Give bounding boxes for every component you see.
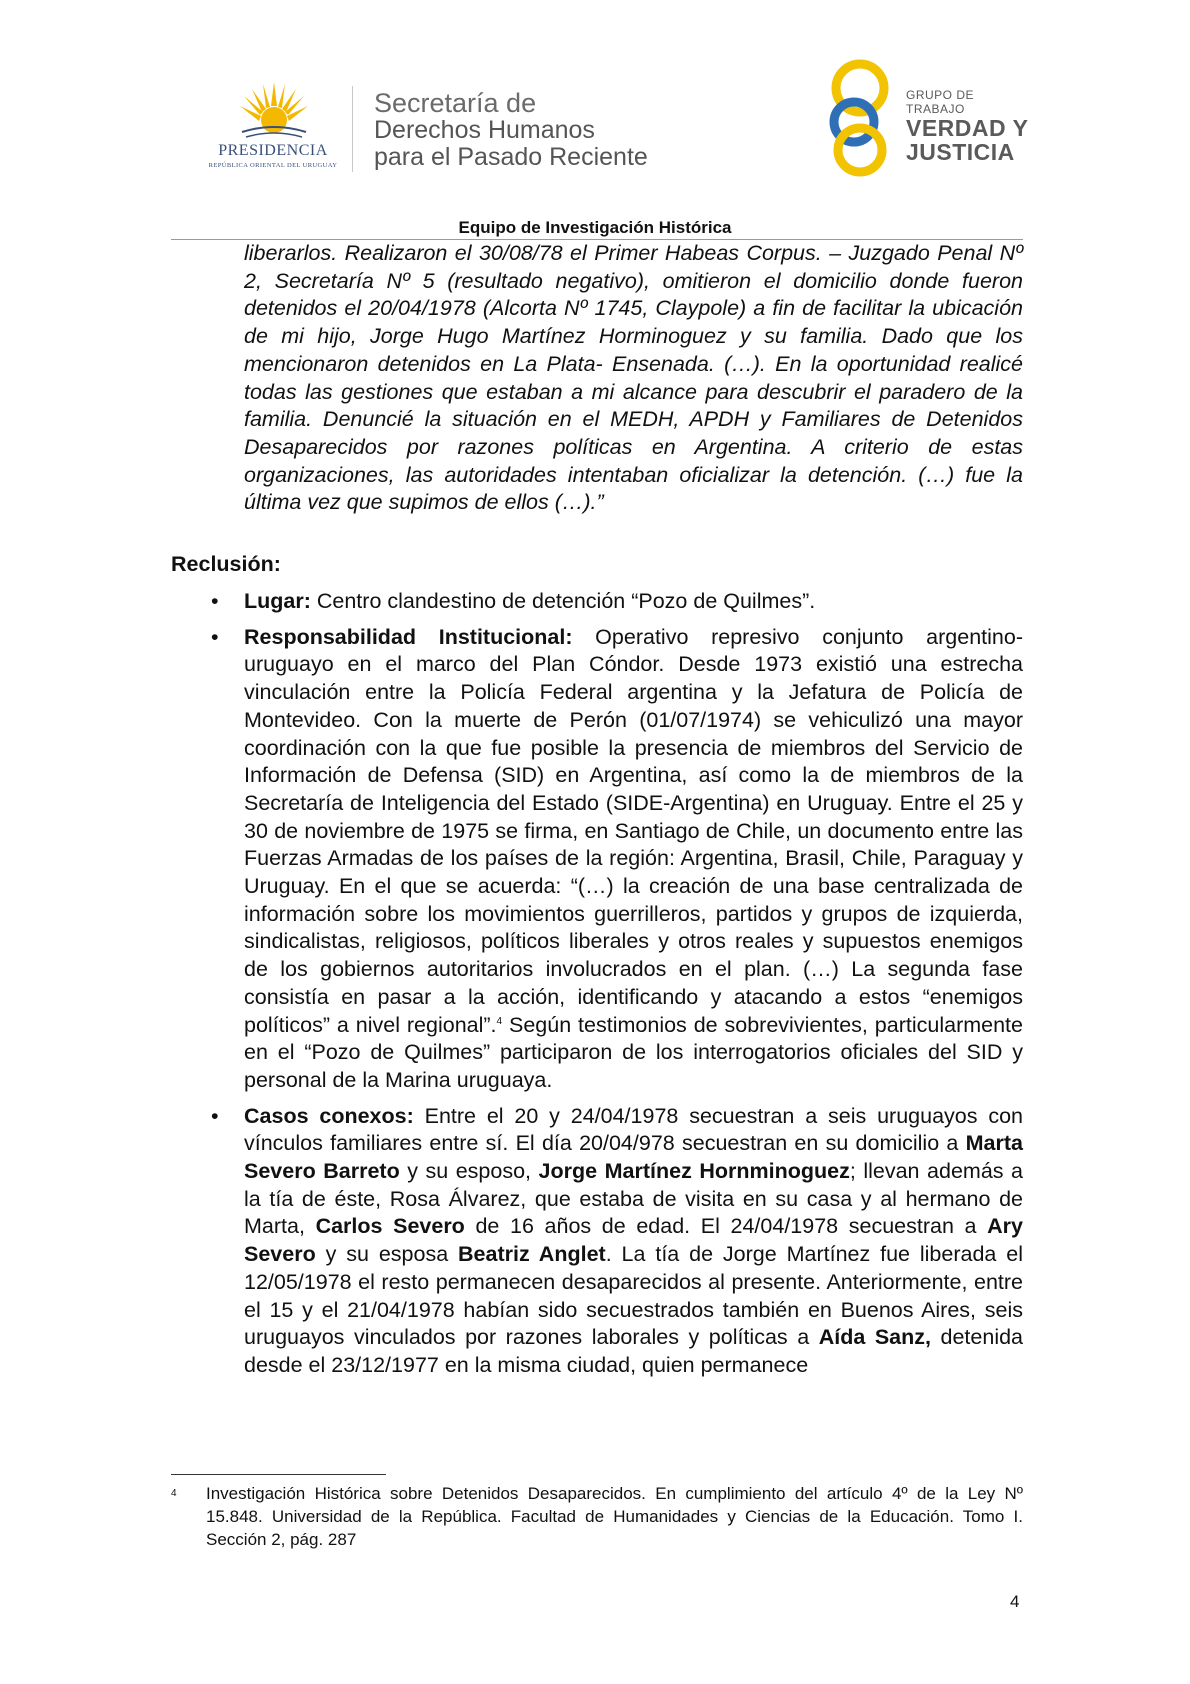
secretaria-line-2: Derechos Humanos: [374, 116, 595, 144]
bullet-icon: •: [211, 1103, 219, 1128]
responsabilidad-text-b: Según testimonios de sobrevivientes, particularmente en el “Pozo de Quilmes” participaron de los interrogatorios oficiales del SID y personal de la Marina uruguaya.: [244, 1012, 1023, 1092]
footnote: [171, 1482, 1023, 1551]
person-name: Marta Severo Barreto: [244, 1131, 1023, 1184]
team-title: Equipo de Investigación Histórica: [458, 218, 732, 237]
list-item-casos-conexos: [208, 1103, 1023, 1380]
presidencia-name: PRESIDENCIA: [218, 142, 328, 159]
sun-emblem-icon: [238, 80, 310, 142]
casos-text-4: de 16 años de edad. El 24/04/1978 secuestran a: [464, 1214, 988, 1239]
person-name: Carlos Severo: [315, 1214, 465, 1239]
page-number: 4: [1010, 1592, 1020, 1611]
gtvj-line-3: JUSTICIA: [906, 139, 1015, 165]
bullet-icon: •: [211, 624, 219, 649]
secretaria-line-1: Secretaría de: [374, 88, 537, 118]
casos-text-6: . La tía de Jorge Martínez fue liberada el 12/05/1978 el resto permanecen desaparecidos al presente. Anteriormente, entre el 15 y el 21/04/1978 habían sido secuestrados también en Buenos Aires, seis uruguayos vinculados por razones laborales y políticas a: [244, 1242, 1023, 1350]
footnote-rule: [171, 1474, 386, 1475]
casos-text-1: Entre el 20 y 24/04/1978 secuestran a seis uruguayos con vínculos familiares entre sí. El día 20/04/978 secuestran en su domicilio a: [244, 1103, 1023, 1156]
bullet-icon: •: [211, 589, 219, 613]
footnote-number: 4: [171, 1488, 177, 1499]
header-divider: [352, 86, 353, 172]
gtvj-line-1: GRUPO DE TRABAJO: [906, 88, 975, 116]
casos-text-2: y su esposo,: [399, 1159, 539, 1184]
gtvj-text: [906, 88, 1030, 164]
footnote-reference[interactable]: 4: [496, 1015, 503, 1027]
casos-text-5: y su esposa: [315, 1242, 459, 1267]
testimony-quote: liberarlos. Realizaron el 30/08/78 el Primer Habeas Corpus. – Juzgado Penal Nº 2, Secretaría Nº 5 (resultado negativo), omitieron el domicilio donde fueron detenidos el 20/04/1978 (Alcorta Nº 1745, Claypole) a fin de facilitar la ubicación de mi hijo, Jorge Hugo Martínez Horminoguez y su familia. Dado que los mencionaron detenidos en La Plata- Ensenada. (…). En la oportunidad realicé todas las gestiones que estaban a mi alcance para descubrir el paradero de la familia. Denuncié la situación en el MEDH, APDH y Familiares de Detenidos Desaparecidos por razones políticas en Argentina. A criterio de estas organizaciones, las autoridades intentaban oficializar la detención. (…) fue la última vez que supimos de ellos (…).”: [244, 241, 1023, 515]
footnote-text: Investigación Histórica sobre Detenidos Desaparecidos. En cumplimiento del artículo 4º de la Ley Nº 15.848. Universidad de la República. Facultad de Humanidades y Ciencias de la Educación. Tomo I. Sección 2, pág. 287: [206, 1484, 1023, 1549]
casos-text-7: detenida desde el 23/12/1977 en la misma ciudad, quien permanece: [244, 1325, 1024, 1377]
secretaria-title: [374, 90, 648, 171]
responsabilidad-label: Responsabilidad Institucional:: [244, 624, 573, 649]
lugar-label: Lugar:: [244, 589, 311, 613]
person-name: Jorge Martínez Hornminoguez: [538, 1159, 850, 1184]
reclusion-list: [208, 588, 1023, 1388]
rings-emblem-icon: [820, 58, 900, 178]
casos-label: Casos conexos:: [244, 1103, 414, 1128]
list-item-responsabilidad: [208, 624, 1023, 1095]
casos-text-3: ; llevan además a la tía de éste, Rosa Álvarez, que estaba de visita en su casa y al hermano de Marta,: [244, 1159, 1023, 1239]
gtvj-line-2: VERDAD Y: [906, 115, 1029, 141]
presidencia-logo: [198, 80, 348, 175]
presidencia-subtitle: REPÚBLICA ORIENTAL DEL URUGUAY: [208, 162, 338, 169]
person-name: Beatriz Anglet: [458, 1242, 606, 1267]
responsabilidad-text-a: Operativo represivo conjunto argentino-uruguayo en el marco del Plan Cóndor. Desde 1973 existió una estrecha vinculación entre la Policía Federal argentina y la Jefatura de Policía de Montevideo. Con la muerte de Perón (01/07/1974) se vehiculizó una mayor coordinación con la que fue posible la presencia de miembros del Servicio de Información de Defensa (SID) en Argentina, así como la de miembros de la Secretaría de Inteligencia del Estado (SIDE-Argentina) en Uruguay. Entre el 25 y 30 de noviembre de 1975 se firma, en Santiago de Chile, un documento entre las Fuerzas Armadas de los países de la región: Argentina, Brasil, Chile, Paraguay y Uruguay. En el que se acuerda: “(…) la creación de una base centralizada de información sobre los movimientos guerrilleros, partidos y grupos de izquierda, sindicalistas, religiosos, políticos liberales y otros reales y supuestos enemigos de los gobiernos autoritarios involucrados en el plan. (…) La segunda fase consistía en pasar a la acción, identificando y atacando a estos “enemigos políticos” a nivel regional”.: [244, 624, 1023, 1037]
lugar-text: Centro clandestino de detención “Pozo de Quilmes”.: [310, 589, 816, 613]
list-item-lugar: [208, 588, 1023, 616]
person-name: Ary Severo: [244, 1214, 1023, 1267]
section-heading-reclusion: Reclusión:: [171, 552, 281, 576]
gtvj-logo: [820, 58, 1030, 178]
person-name: Aída Sanz,: [818, 1325, 931, 1350]
secretaria-line-3: para el Pasado Reciente: [374, 143, 648, 171]
